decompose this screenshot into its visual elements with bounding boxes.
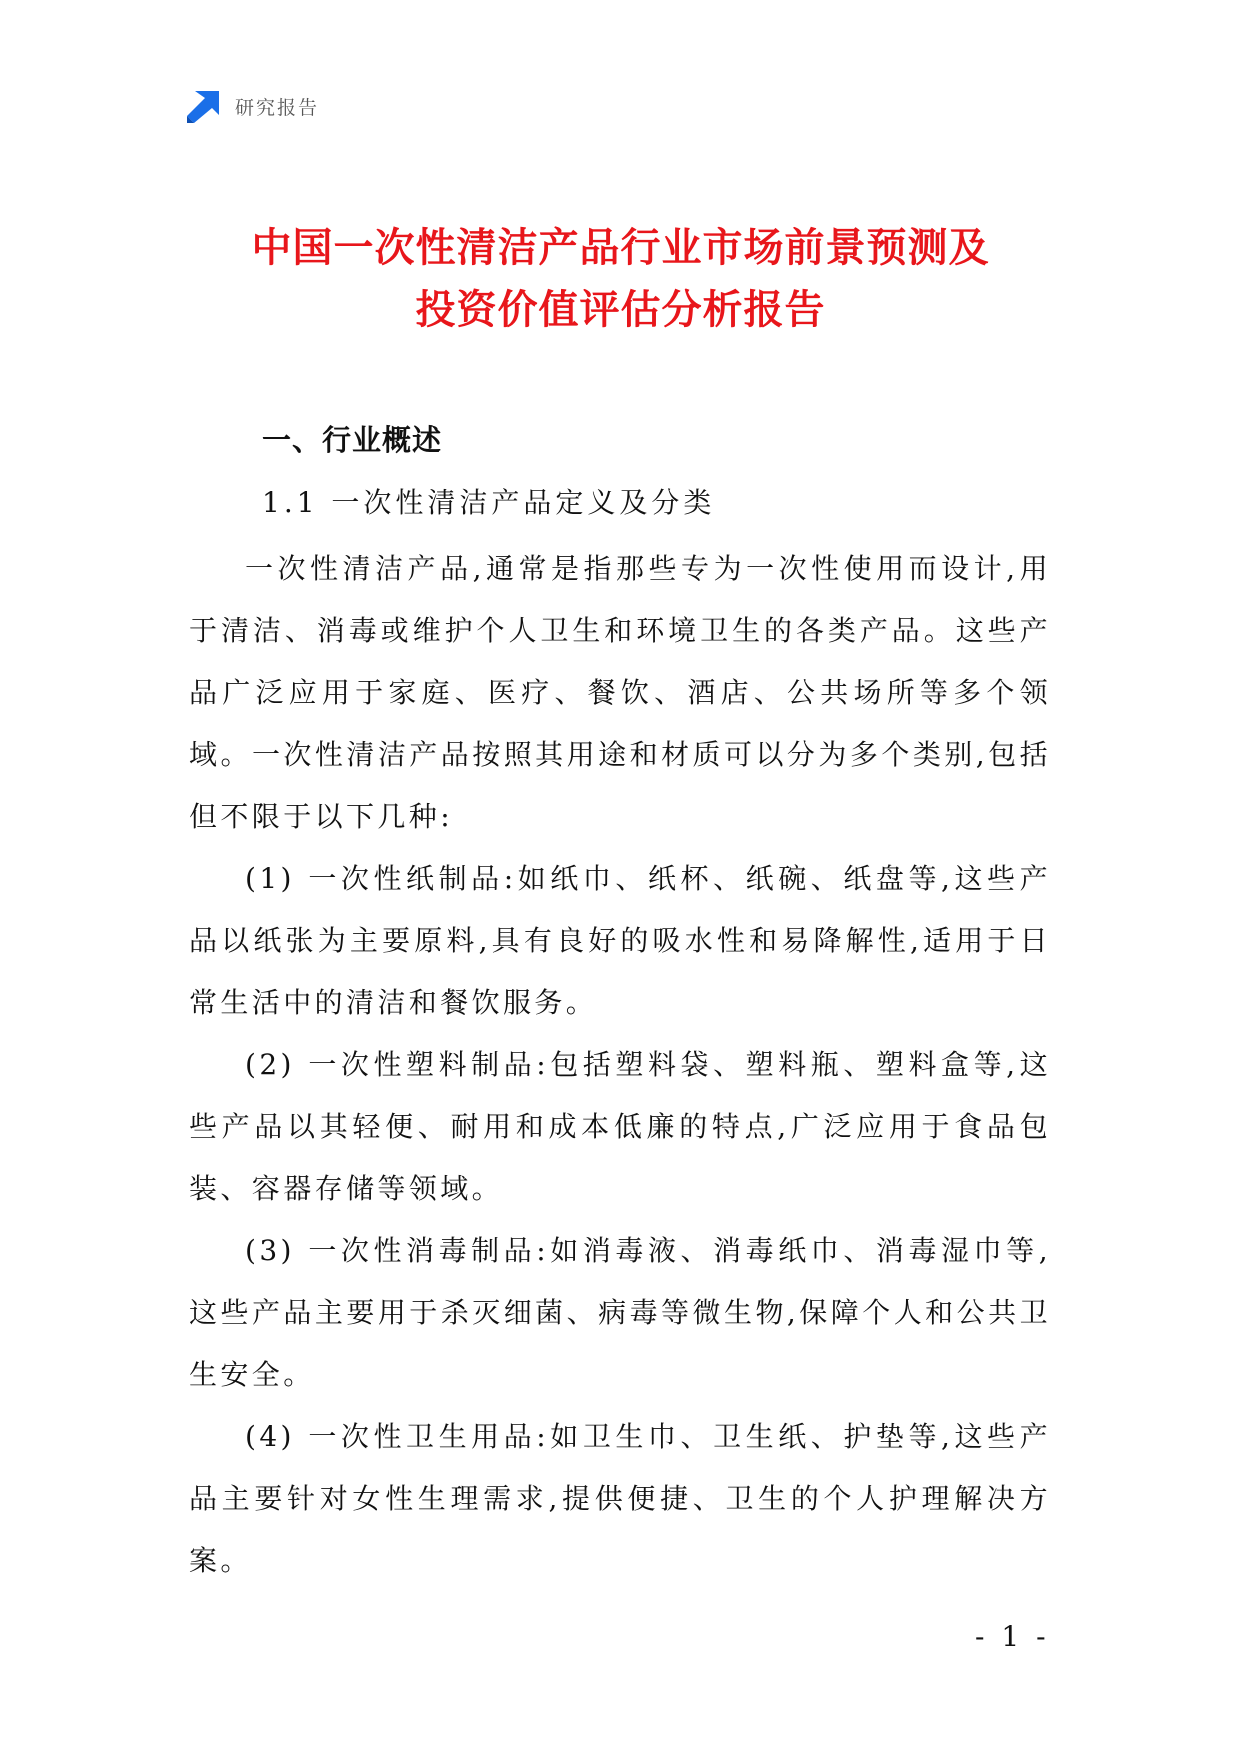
title-line-1: 中国一次性清洁产品行业市场前景预测及 xyxy=(251,225,990,271)
header-label: 研究报告 xyxy=(235,96,320,119)
paragraph-item-3: (3) 一次性消毒制品:如消毒液、消毒纸巾、消毒湿巾等,这些产品主要用于杀灭细菌、病毒等微生物,保障个人和公共卫生安全。 xyxy=(189,1234,1051,1391)
paragraph-item-2: (2) 一次性塑料制品:包括塑料袋、塑料瓶、塑料盒等,这些产品以其轻便、耐用和成本低廉的特点,广泛应用于食品包装、容器存储等领域。 xyxy=(189,1048,1051,1205)
arrow-up-right-icon xyxy=(187,89,221,123)
paragraph-item-4: (4) 一次性卫生用品:如卫生巾、卫生纸、护垫等,这些产品主要针对女性生理需求,提供便捷、卫生的个人护理解决方案。 xyxy=(189,1420,1051,1577)
page-number: - 1 - xyxy=(975,1620,1050,1653)
section-subheading: 1.1 一次性清洁产品定义及分类 xyxy=(262,486,716,519)
document-body xyxy=(189,538,1051,1592)
section-heading: 一、行业概述 xyxy=(262,423,443,457)
document-title xyxy=(0,217,1241,341)
paragraph-intro: 一次性清洁产品,通常是指那些专为一次性使用而设计,用于清洁、消毒或维护个人卫生和环境卫生的各类产品。这些产品广泛应用于家庭、医疗、餐饮、酒店、公共场所等多个领域。一次性清洁产品按照其用途和材质可以分为多个类别,包括但不限于以下几种: xyxy=(189,552,1051,833)
title-line-2: 投资价值评估分析报告 xyxy=(415,287,826,333)
report-header xyxy=(187,88,319,124)
paragraph-item-1: (1) 一次性纸制品:如纸巾、纸杯、纸碗、纸盘等,这些产品以纸张为主要原料,具有良好的吸水性和易降解性,适用于日常生活中的清洁和餐饮服务。 xyxy=(189,862,1051,1019)
